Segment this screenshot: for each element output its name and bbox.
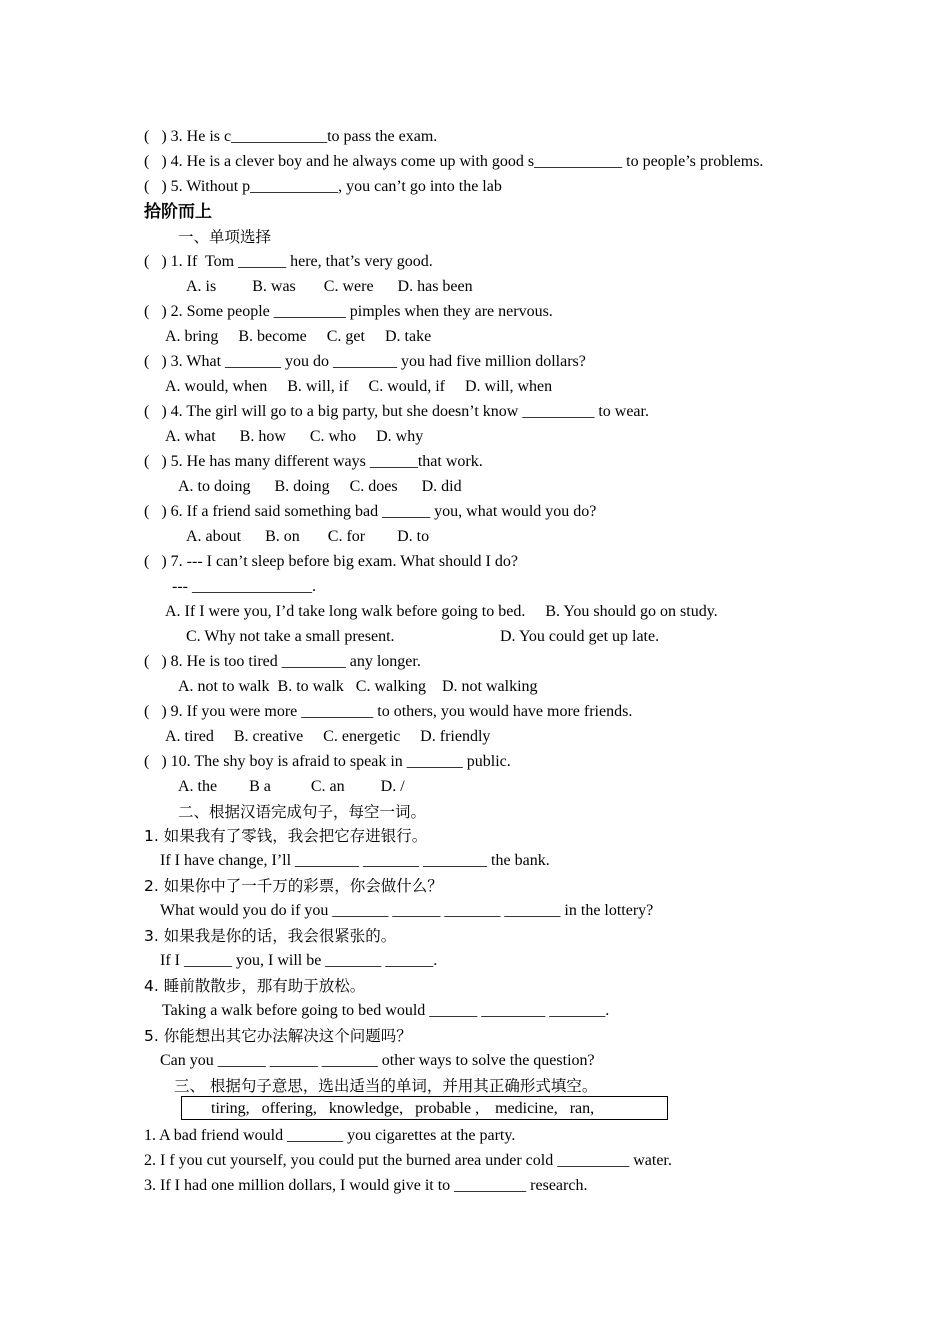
mc-options-8: A. not to walk B. to walk C. walking D. not walking <box>178 678 538 695</box>
translate-5-chinese: 5. 你能想出其它办法解决这个问题吗？ <box>144 1027 412 1045</box>
mc-options-1: A. is B. was C. were D. has been <box>186 278 473 295</box>
section-3-title: 三、 根据句子意思，选出适当的单词，并用其正确形式填空。 <box>174 1077 598 1095</box>
section-1-title: 一、单项选择 <box>178 228 272 246</box>
mc-question-5: ( ) 5. He has many different ways ______that work. <box>144 453 483 470</box>
translate-1-english: If I have change, I’ll ________ _______ ________ the bank. <box>160 852 550 869</box>
mc-options-7-ab: A. If I were you, I’d take long walk before going to bed. B. You should go on study. <box>165 603 718 620</box>
mc-answer-line-7: --- _______________. <box>172 578 316 595</box>
mc-options-3: A. would, when B. will, if C. would, if D. will, when <box>165 378 553 395</box>
fill-in-3: 3. If I had one million dollars, I would give it to _________ research. <box>144 1177 588 1194</box>
mc-question-7: ( ) 7. --- I can’t sleep before big exam. What should I do? <box>144 553 518 570</box>
prev-question-3: ( ) 3. He is c____________to pass the exam. <box>144 128 438 145</box>
mc-question-3: ( ) 3. What _______ you do ________ you had five million dollars? <box>144 353 586 370</box>
section-heading: 拾阶而上 <box>144 202 212 222</box>
mc-options-6: A. about B. on C. for D. to <box>186 528 430 545</box>
fill-in-1: 1. A bad friend would _______ you cigarettes at the party. <box>144 1127 516 1144</box>
mc-question-6: ( ) 6. If a friend said something bad ______ you, what would you do? <box>144 503 597 520</box>
mc-question-2: ( ) 2. Some people _________ pimples when they are nervous. <box>144 303 553 320</box>
word-bank-words: tiring, offering, knowledge, probable , medicine, ran, <box>211 1100 595 1117</box>
translate-5-english: Can you ______ ______ _______ other ways to solve the question? <box>160 1052 595 1069</box>
mc-question-9: ( ) 9. If you were more _________ to others, you would have more friends. <box>144 703 633 720</box>
mc-options-4: A. what B. how C. who D. why <box>165 428 424 445</box>
translate-2-english: What would you do if you _______ ______ _______ _______ in the lottery? <box>160 902 654 919</box>
word-bank-box <box>181 1096 668 1120</box>
mc-options-2: A. bring B. become C. get D. take <box>165 328 432 345</box>
translate-1-chinese: 1. 如果我有了零钱，我会把它存进银行。 <box>144 827 428 845</box>
mc-option-7-c: C. Why not take a small present. <box>186 628 395 645</box>
mc-question-10: ( ) 10. The shy boy is afraid to speak in _______ public. <box>144 753 511 770</box>
mc-options-9: A. tired B. creative C. energetic D. friendly <box>165 728 491 745</box>
section-2-title: 二、根据汉语完成句子，每空一词。 <box>178 803 427 821</box>
mc-question-8: ( ) 8. He is too tired ________ any longer. <box>144 653 421 670</box>
mc-options-10: A. the B a C. an D. / <box>178 778 405 795</box>
mc-options-5: A. to doing B. doing C. does D. did <box>178 478 462 495</box>
mc-question-1: ( ) 1. If Tom ______ here, that’s very good. <box>144 253 433 270</box>
translate-2-chinese: 2. 如果你中了一千万的彩票，你会做什么？ <box>144 877 443 895</box>
translate-4-chinese: 4. 睡前散散步，那有助于放松。 <box>144 977 366 995</box>
prev-question-5: ( ) 5. Without p___________, you can’t go into the lab <box>144 178 502 195</box>
translate-3-english: If I ______ you, I will be _______ ______. <box>160 952 438 969</box>
mc-option-7-d: D. You could get up late. <box>500 628 660 645</box>
prev-question-4: ( ) 4. He is a clever boy and he always come up with good s___________ to people’s problems. <box>144 153 764 170</box>
translate-3-chinese: 3. 如果我是你的话，我会很紧张的。 <box>144 927 397 945</box>
translate-4-english: Taking a walk before going to bed would ______ ________ _______. <box>162 1002 610 1019</box>
fill-in-2: 2. I f you cut yourself, you could put the burned area under cold _________ water. <box>144 1152 672 1169</box>
mc-question-4: ( ) 4. The girl will go to a big party, but she doesn’t know _________ to wear. <box>144 403 649 420</box>
